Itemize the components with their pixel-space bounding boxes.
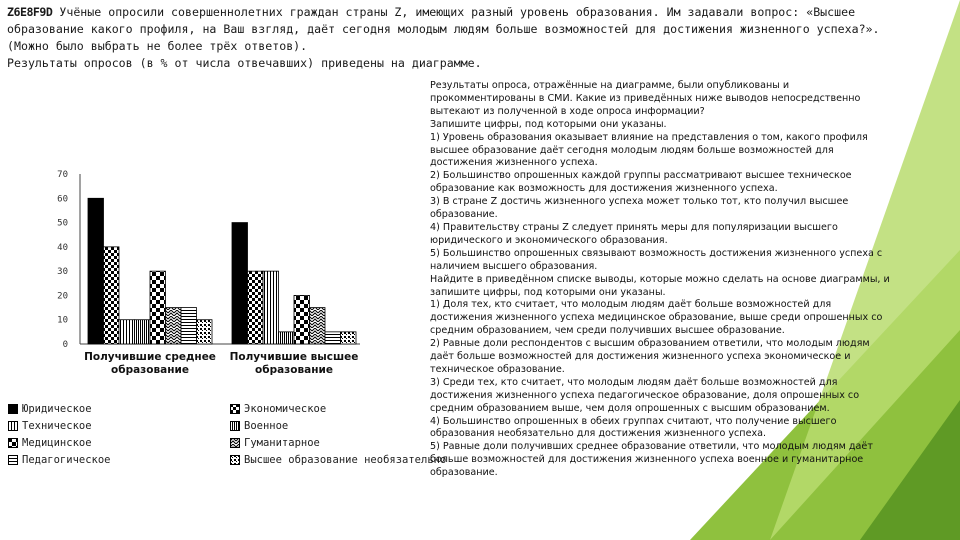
legend-label: Медицинское	[22, 437, 92, 449]
task-line: 5) Большинство опрошенных связывают возможность достижения жизненного успеха с	[430, 247, 883, 259]
intro-block	[7, 4, 907, 72]
bar	[325, 332, 341, 344]
slide-title: Z6E8F9D	[7, 5, 53, 19]
task-line: даёт больше возможностей для достижения жизненного успеха экономическое и	[430, 351, 851, 363]
legend-item	[8, 437, 92, 449]
legend-label: Военное	[244, 420, 289, 432]
bar	[104, 247, 120, 344]
task-line: 4) Правительству страны Z следует принять меры для популяризации высшего	[430, 221, 838, 233]
task-line: 1) Уровень образования оказывает влияние на представления о том, какого профиля	[430, 131, 868, 143]
legend-item	[230, 403, 326, 415]
legend-swatch	[8, 421, 18, 431]
task-line: 3) Среди тех, кто считает, что молодым людям даёт больше возможностей для	[430, 376, 838, 388]
category-label: образование	[111, 364, 189, 376]
bar	[279, 332, 295, 344]
task-line: Найдите в приведённом списке выводы, которые можно сделать на основе диаграммы, и	[430, 273, 890, 285]
category-label: образование	[255, 364, 333, 376]
task-line: прокомментированы в СМИ. Какие из приведённых ниже выводов непосредственно	[430, 92, 861, 104]
legend-swatch	[8, 455, 18, 465]
task-line: 1) Доля тех, кто считает, что молодым людям даёт больше возможностей для	[430, 299, 832, 311]
category-label: Получившие среднее	[84, 351, 216, 363]
y-tick-label: 60	[57, 194, 68, 205]
task-line: высшее образование даёт сегодня молодым людям больше возможностей для	[430, 144, 834, 156]
task-line: средним образованием выше, чем доля опрошенных с высшим образованием.	[430, 402, 830, 414]
task-line: запишите цифры, под которыми они указаны.	[430, 286, 666, 298]
task-line: средним образованием, чем среди получивших высшее образование.	[430, 325, 785, 337]
legend-label: Экономическое	[244, 403, 327, 415]
bar	[135, 320, 151, 344]
task-line: достижения жизненного успеха.	[430, 157, 598, 169]
category-label: Получившие высшее	[229, 351, 359, 363]
bar	[88, 198, 104, 344]
y-tick-label: 30	[57, 267, 68, 278]
bar	[181, 308, 197, 344]
legend-label: Педагогическое	[22, 454, 111, 466]
task-line: 2) Большинство опрошенных каждой группы рассматривают высшее техническое	[430, 170, 852, 182]
bar	[232, 223, 248, 344]
legend-item	[8, 454, 111, 466]
task-line: наличием высшего образования.	[430, 260, 598, 272]
legend-item	[230, 454, 446, 466]
legend-label: Гуманитарное	[244, 437, 320, 449]
legend-item	[230, 420, 288, 432]
y-tick-label: 0	[62, 340, 68, 350]
bar	[248, 271, 264, 344]
task-line: 2) Равные доли респондентов с высшим образованием ответили, что молодым людям	[430, 338, 870, 350]
task-line: 5) Равные доли получивших среднее образование ответили, что молодым людям даёт	[430, 441, 873, 453]
bar	[150, 271, 166, 344]
y-tick-label: 10	[57, 315, 68, 326]
task-line: техническое образование.	[430, 363, 565, 375]
legend-label: Юридическое	[22, 403, 92, 415]
y-tick-label: 40	[57, 242, 68, 253]
task-line: 3) В стране Z достичь жизненного успеха может только тот, кто получил высшее	[430, 196, 849, 208]
task-line: Запишите цифры, под которыми они указаны.	[430, 118, 667, 130]
legend-swatch	[8, 404, 18, 414]
task-text	[430, 80, 942, 480]
bar	[310, 308, 326, 344]
task-line: образование.	[430, 209, 498, 221]
task-line: вытекают из полученной в ходе опроса информации?	[430, 105, 705, 117]
legend-swatch	[230, 438, 240, 448]
legend-swatch	[8, 438, 18, 448]
bar	[119, 320, 135, 344]
bar-chart	[0, 160, 425, 400]
task-line: достижения жизненного успеха медицинское образование, выше среди опрошенных со	[430, 312, 883, 324]
legend-item	[8, 420, 92, 432]
task-line: достижения жизненного успеха педагогическое образование, доля опрошенных со	[430, 389, 860, 401]
legend-item	[8, 403, 92, 415]
bar	[341, 332, 357, 344]
bar	[197, 320, 213, 344]
task-line: образование.	[430, 467, 498, 479]
y-tick-label: 50	[57, 218, 68, 229]
legend-swatch	[230, 404, 240, 414]
y-tick-label: 20	[57, 291, 68, 302]
task-line: больше возможностей для достижения жизненного успеха военное и гуманитарное	[430, 454, 864, 466]
bar	[166, 308, 182, 344]
legend-swatch	[230, 455, 240, 465]
legend-label: Высшее образование необязательно	[244, 454, 447, 466]
bar	[263, 271, 279, 344]
task-line: 4) Большинство опрошенных в обеих группах считают, что получение высшего	[430, 415, 837, 427]
task-line: образования необязательно для достижения жизненного успеха.	[430, 428, 767, 440]
legend-item	[230, 437, 320, 449]
y-tick-label: 70	[57, 170, 68, 180]
results-text: Результаты опросов (в % от числа отвечавших) приведены на диаграмме.	[7, 56, 482, 70]
task-line: юридического и экономического образования.	[430, 234, 668, 246]
intro-text: Учёные опросили совершеннолетних граждан страны Z, имеющих разный уровень образования. Им задавали вопрос: «Высшее образование какого профиля, на Ваш взгляд, даёт сегодня молодым людям больше возможностей для достижения жизненного успеха?». (Можно было выбрать не более трёх ответов).	[7, 5, 880, 53]
task-line: образование как возможность для достижения жизненного успеха.	[430, 183, 778, 195]
legend-swatch	[230, 421, 240, 431]
bar	[294, 295, 310, 344]
legend-label: Техническое	[22, 420, 92, 432]
task-line: Результаты опроса, отражённые на диаграмме, были опубликованы и	[430, 80, 790, 91]
